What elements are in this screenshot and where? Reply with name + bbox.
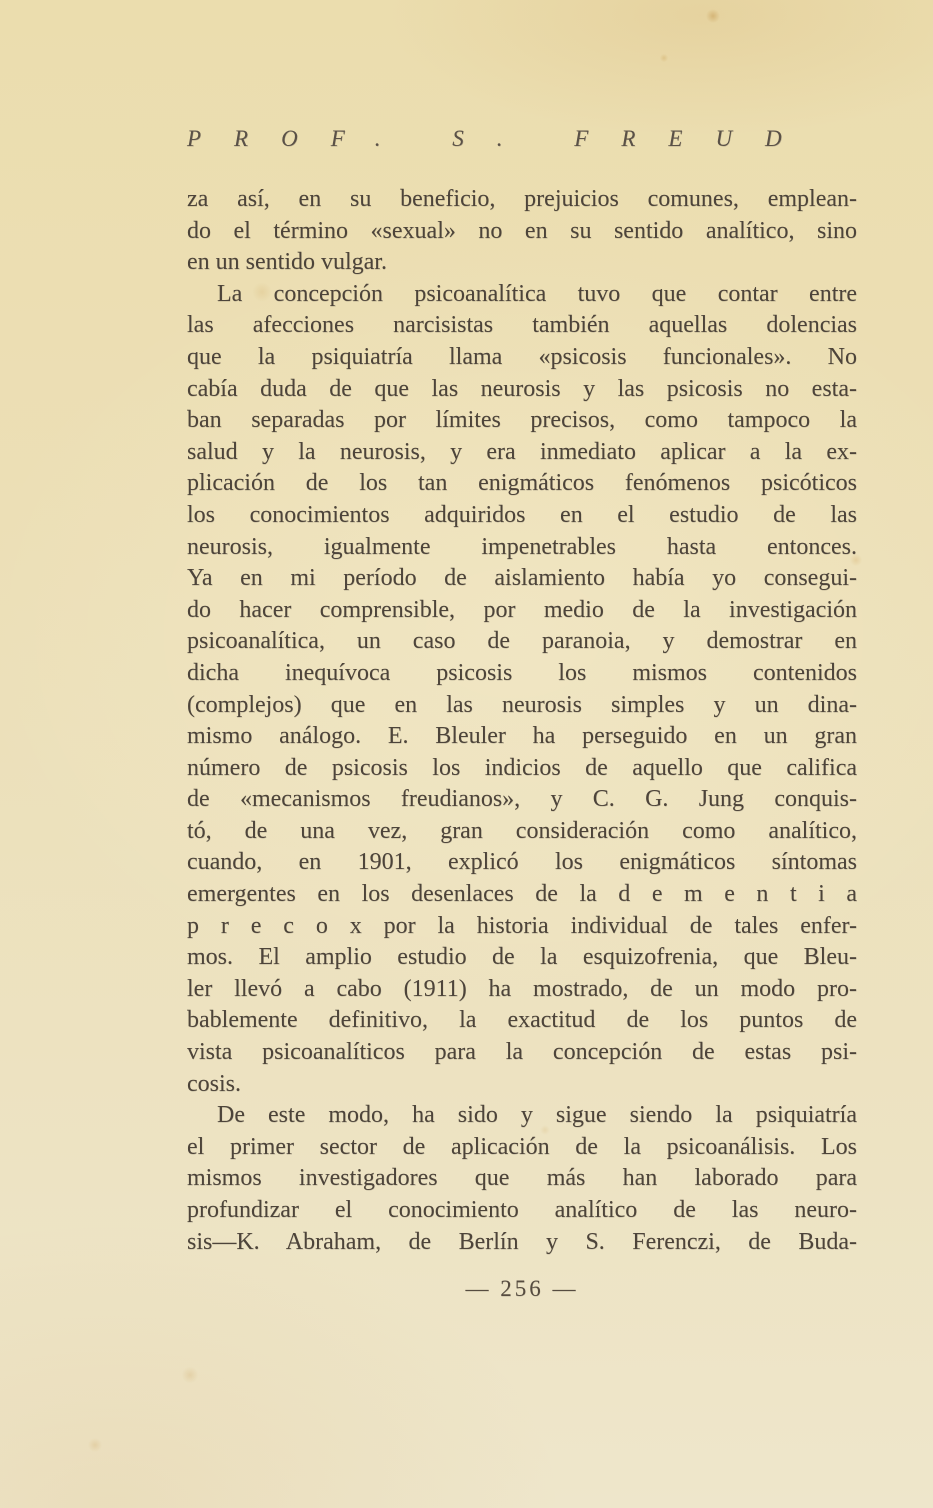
- page-number: — 256 —: [465, 1276, 579, 1301]
- text-line: cosis.: [187, 1070, 241, 1097]
- text-line: plicación de los tan enigmáticos fenómenos psicóticos: [187, 470, 857, 497]
- text-line: emergentes en los desenlaces de la d e m e n t i a: [187, 881, 857, 908]
- text-line: los conocimientos adquiridos en el estudio de las: [187, 501, 857, 528]
- text-line: cuando, en 1901, explicó los enigmáticos síntomas: [187, 849, 857, 876]
- text-line: za así, en su beneficio, prejuicios comunes, emplean-: [187, 186, 857, 212]
- text-line: psicoanalítica, un caso de paranoia, y demostrar en: [187, 628, 857, 655]
- text-line: salud y la neurosis, y era inmediato aplicar a la ex-: [187, 438, 857, 465]
- text-line: dicha inequívoca psicosis los mismos contenidos: [187, 659, 857, 686]
- text-line: número de psicosis los indicios de aquello que califica: [187, 754, 857, 781]
- text-line: vista psicoanalíticos para la concepción de estas psi-: [187, 1039, 857, 1066]
- text-line: profundizar el conocimiento analítico de las neuro-: [187, 1197, 857, 1223]
- text-line: mismos investigadores que más han laborado para: [187, 1165, 857, 1192]
- text-line: tó, de una vez, gran consideración como analítico,: [187, 817, 857, 844]
- text-line: cabía duda de que las neurosis y las psicosis no esta-: [187, 375, 857, 402]
- text-line: do hacer comprensible, por medio de la investigación: [187, 596, 857, 623]
- text-line: sis—K. Abraham, de Berlín y S. Ferenczi, de Buda-: [187, 1228, 857, 1255]
- text-line: neurosis, igualmente impenetrables hasta entonces.: [187, 533, 857, 560]
- body-text: [187, 184, 857, 1258]
- running-header: PROF. S. FREUD: [187, 126, 815, 151]
- text-line: (complejos) que en las neurosis simples y un dina-: [187, 691, 857, 718]
- text-line: las afecciones narcisistas también aquellas dolencias: [187, 312, 857, 339]
- text-line: mismo análogo. E. Bleuler ha perseguido en un gran: [187, 723, 857, 750]
- text-line: bablemente definitivo, la exactitud de los puntos de: [187, 1007, 857, 1034]
- text-line: do el término «sexual» no en su sentido analítico, sino: [187, 217, 857, 244]
- text-line: ban separadas por límites precisos, como tampoco la: [187, 407, 857, 434]
- text-line: el primer sector de aplicación de la psicoanálisis. Los: [187, 1133, 857, 1160]
- text-line: De este modo, ha sido y sigue siendo la psiquiatría: [217, 1102, 857, 1129]
- text-line: que la psiquiatría llama «psicosis funcionales». No: [187, 343, 857, 370]
- text-line: Ya en mi período de aislamiento había yo consegui-: [187, 565, 857, 592]
- text-line: en un sentido vulgar.: [187, 249, 387, 276]
- text-line: mos. El amplio estudio de la esquizofrenia, que Bleu-: [187, 944, 857, 971]
- text-line: La concepción psicoanalítica tuvo que contar entre: [217, 280, 857, 307]
- text-line: de «mecanismos freudianos», y C. G. Jung conquis-: [187, 786, 857, 813]
- text-line: p r e c o x por la historia individual de tales enfer-: [187, 912, 857, 939]
- text-line: ler llevó a cabo (1911) ha mostrado, de un modo pro-: [187, 975, 857, 1002]
